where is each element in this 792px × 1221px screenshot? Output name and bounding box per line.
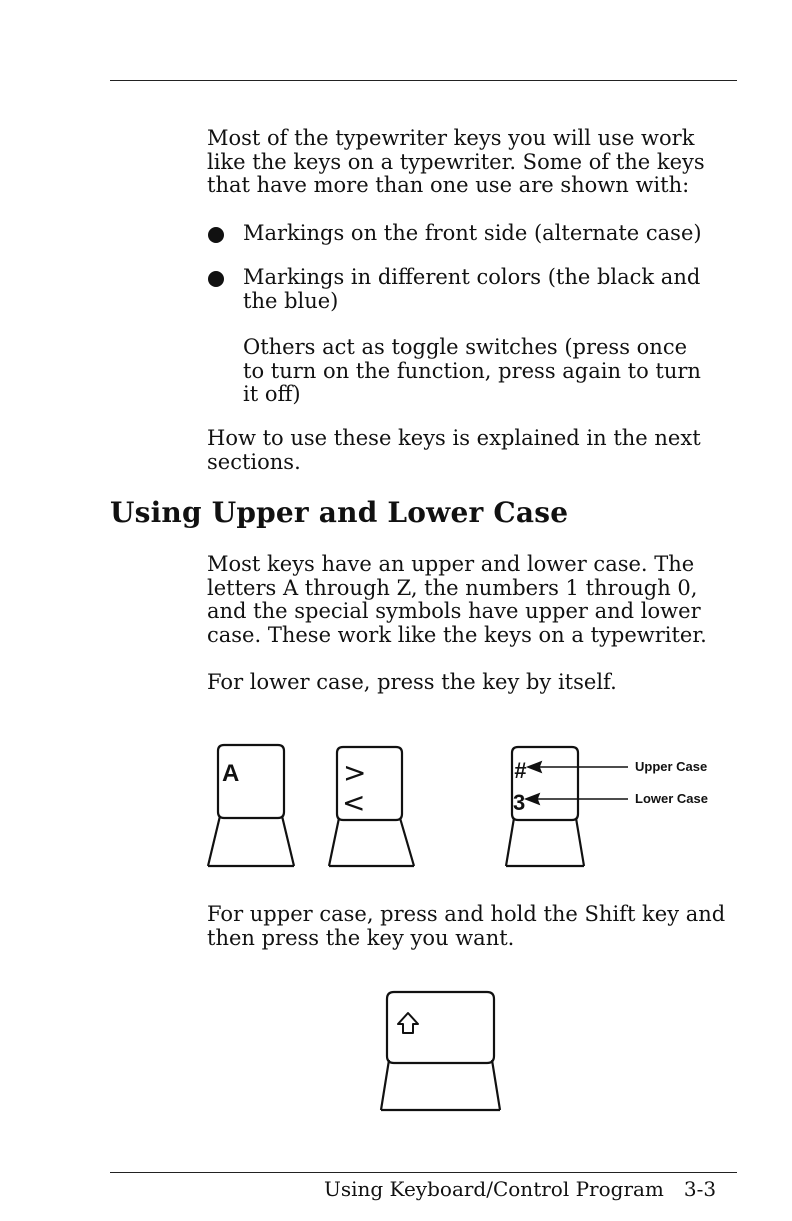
key-hash-lower-legend: 3 [513, 790, 526, 815]
upper-case-label: Upper Case [635, 759, 708, 774]
bullet-item-colors: Markings in different colors (the black and the blue) [243, 265, 701, 313]
bottom-rule [110, 1172, 737, 1173]
upper-case-paragraph: For upper case, press and hold the Shift key and then press the key you want. [207, 902, 726, 950]
case-intro-paragraph: Most keys have an upper and lower case. The letters A through Z, the numbers 1 through 0, and the special symbols have upper and lower case. These work like the keys on a typewriter. [207, 552, 707, 647]
key-a-diagram [208, 745, 294, 866]
key-shift-diagram [381, 992, 500, 1110]
page-number: 3-3 [683, 1177, 717, 1201]
lower-case-label: Lower Case [635, 791, 708, 806]
key-angle-upper-legend: > [343, 756, 367, 789]
page-footer [324, 1177, 716, 1201]
footer-title: Using Keyboard/Control Program [324, 1177, 664, 1201]
toggle-paragraph: Others act as toggle switches (press once to turn on the function, press again to turn it off) [243, 335, 701, 406]
key-angle-lower-legend: < [342, 786, 366, 819]
howto-paragraph: How to use these keys is explained in the next sections. [207, 426, 701, 474]
shift-arrow-icon [398, 1013, 418, 1033]
key-a-legend: A [222, 760, 240, 787]
key-hash-upper-legend: # [514, 758, 527, 783]
lower-case-paragraph: For lower case, press the key by itself. [207, 670, 617, 694]
bullet-item-front-markings: Markings on the front side (alternate case) [243, 221, 702, 245]
section-heading: Using Upper and Lower Case [110, 496, 569, 529]
intro-paragraph: Most of the typewriter keys you will use work like the keys on a typewriter. Some of the keys that have more than one use are shown with: [207, 126, 705, 197]
